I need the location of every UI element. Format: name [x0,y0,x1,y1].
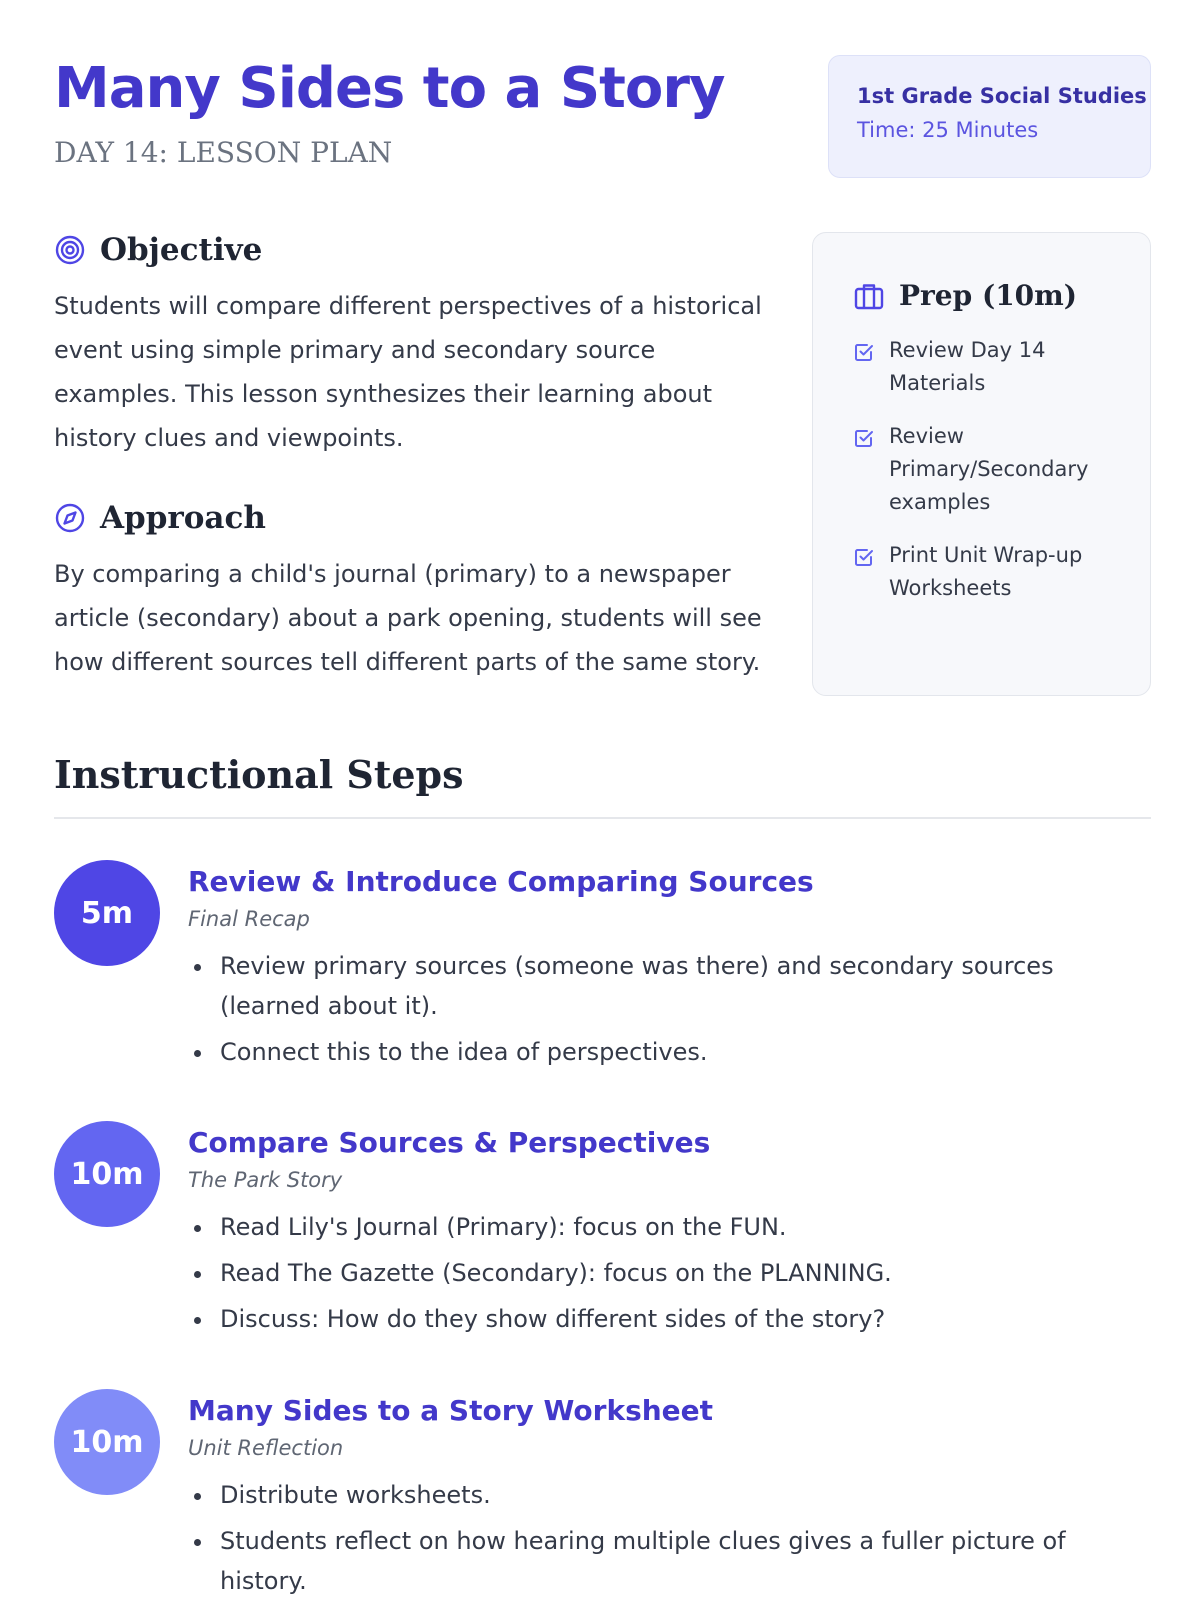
prep-list [853,334,1130,605]
prep-heading: Prep (10m) [899,279,1078,312]
list-item: Students reflect on how hearing multiple clues gives a fuller picture of history. [188,1521,1088,1600]
step-bullets [188,1207,1088,1339]
step-content [188,1389,1088,1600]
time-label: Time: 25 Minutes [857,118,1039,142]
duration-badge: 5m [54,860,160,966]
list-item: Read The Gazette (Secondary): focus on the PLANNING. [188,1253,1088,1293]
page-title: Many Sides to a Story [54,56,725,121]
step-content [188,1121,1088,1345]
prep-item [853,334,1130,400]
target-icon [54,234,86,266]
approach-text: By comparing a child's journal (primary) to a newspaper article (secondary) about a park opening, students will see how different sources tell different parts of the same story. [54,560,762,676]
objective-heading: Objective [100,232,263,268]
prep-item-label: Review Primary/Secondary examples [889,424,1089,514]
approach-heading-row [54,500,266,536]
compass-icon [54,502,86,534]
list-item: Discuss: How do they show different sides of the story? [188,1299,1088,1339]
grade-info-card [828,55,1151,178]
step-subtitle: Final Recap [188,907,310,931]
checkbox-icon [853,545,875,567]
lesson-plan-page [54,0,1151,1600]
checkbox-icon [853,426,875,448]
steps-heading: Instructional Steps [54,752,464,797]
grade-label: 1st Grade Social Studies [857,84,1147,108]
step-content [188,860,1088,1078]
prep-card [812,232,1151,696]
briefcase-icon [853,280,885,312]
prep-item-label: Print Unit Wrap-up Worksheets [889,543,1083,600]
prep-item [853,539,1130,605]
approach-heading: Approach [100,500,266,536]
prep-item [853,420,1130,519]
objective-text: Students will compare different perspectives of a historical event using simple primary and secondary source examples. This lesson synthesizes their learning about history clues and viewpoints. [54,292,762,452]
step-subtitle: The Park Story [188,1168,343,1192]
objective-heading-row [54,232,262,268]
step-title: Compare Sources & Perspectives [188,1126,711,1159]
page-subtitle: DAY 14: LESSON PLAN [54,136,393,169]
list-item: Review primary sources (someone was there) and secondary sources (learned about it). [188,946,1088,1026]
duration-badge: 10m [54,1389,160,1495]
step-title: Review & Introduce Comparing Sources [188,865,814,898]
checkbox-icon [853,340,875,362]
step-title: Many Sides to a Story Worksheet [188,1394,714,1427]
step-bullets [188,1475,1088,1600]
list-item: Distribute worksheets. [188,1475,1088,1515]
duration-badge: 10m [54,1121,160,1227]
list-item: Connect this to the idea of perspectives. [188,1032,1088,1072]
prep-heading-row [853,279,1130,312]
section-divider [54,817,1151,819]
step-subtitle: Unit Reflection [188,1436,344,1460]
step-bullets [188,946,1088,1072]
prep-item-label: Review Day 14 Materials [889,338,1046,395]
list-item: Read Lily's Journal (Primary): focus on the FUN. [188,1207,1088,1247]
